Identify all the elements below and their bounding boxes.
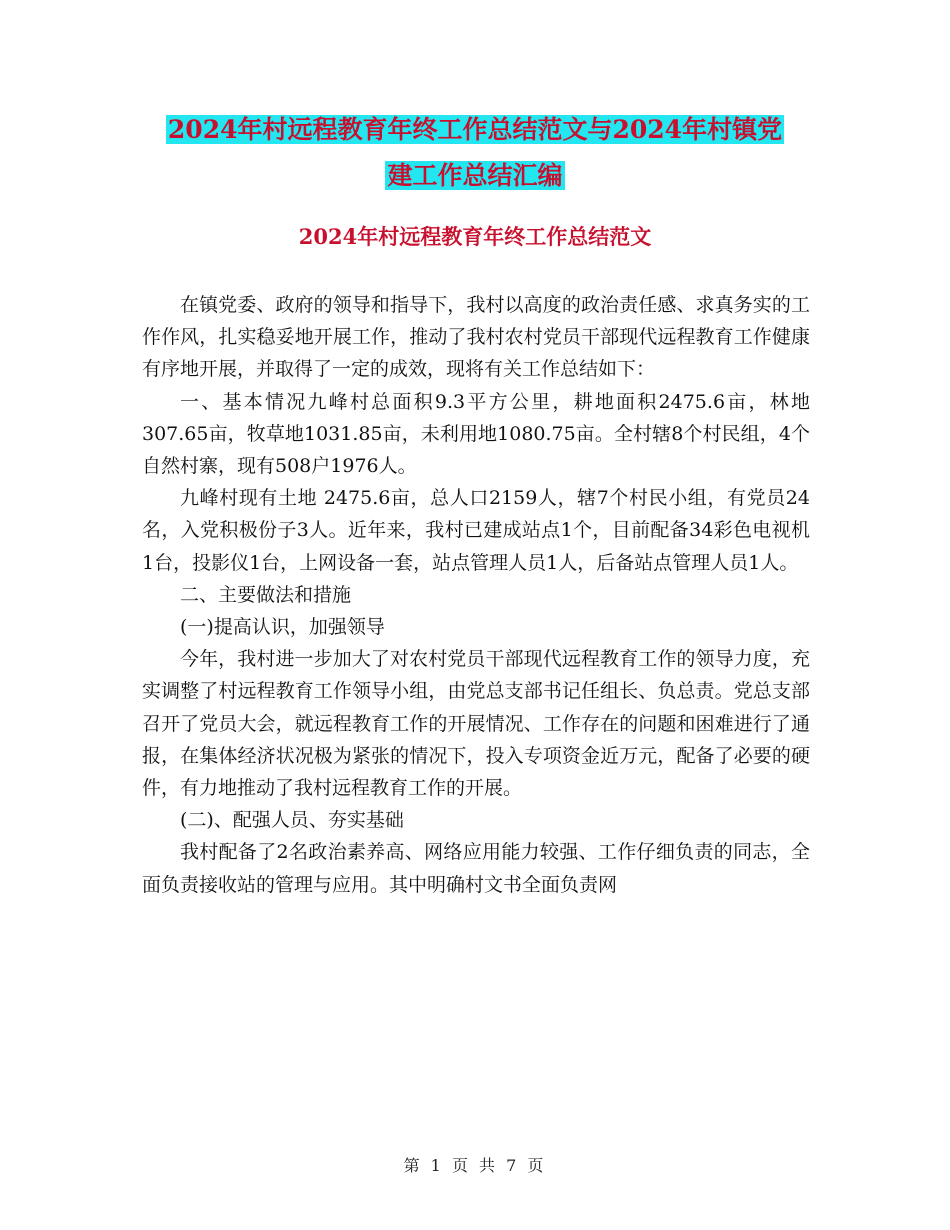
document-title-line-1 xyxy=(0,107,950,153)
paragraph: 今年，我村进一步加大了对农村党员干部现代远程教育工作的领导力度，充实调整了村远程教育工作领导小组，由党总支部书记任组长、负总责。党总支部召开了党员大会，就远程教育工作的开展情况、工作存在的问题和困难进行了通报，在集体经济状况极为紧张的情况下，投入专项资金近万元，配备了必要的硬件，有力地推动了我村远程教育工作的开展。 xyxy=(142,648,810,800)
paragraph: 一、基本情况九峰村总面积9.3平方公里，耕地面积2475.6亩，林地307.65亩，牧草地1031.85亩，未利用地1080.75亩。全村辖8个村民组，4个自然村寨，现有508户1976人。 xyxy=(142,390,810,478)
section-title: 2024年村远程教育年终工作总结范文 xyxy=(298,224,652,249)
paragraph: 我村配备了2名政治素养高、网络应用能力较强、工作仔细负责的同志，全面负责接收站的管理与应用。其中明确村文书全面负责网 xyxy=(142,841,810,896)
document-title-line-2 xyxy=(0,153,950,199)
paragraph-subheading: (一)提高认识，加强领导 xyxy=(180,616,385,639)
paragraph: 在镇党委、政府的领导和指导下，我村以高度的政治责任感、求真务实的工作作风，扎实稳妥地开展工作，推动了我村农村党员干部现代远程教育工作健康有序地开展，并取得了一定的成效，现将有关工作总结如下： xyxy=(142,294,810,381)
document-title-line-1-text: 2024年村远程教育年终工作总结范文与2024年村镇党 xyxy=(167,115,783,144)
document-title-line-2-text: 建工作总结汇编 xyxy=(387,161,563,190)
paragraph: 九峰村现有土地 2475.6亩，总人口2159人，辖7个村民小组，有党员24名，入党积极份子3人。近年来，我村已建成站点1个，目前配备34彩色电视机1台，投影仪1台，上网设备一套，站点管理人员1人，后备站点管理人员1人。 xyxy=(142,487,810,574)
page-footer: 第 1 页 共 7 页 xyxy=(403,1156,547,1175)
paragraph-heading: 二、主要做法和措施 xyxy=(180,583,352,606)
paragraph-subheading: (二)、配强人员、夯实基础 xyxy=(180,809,404,832)
document-body xyxy=(142,289,810,901)
